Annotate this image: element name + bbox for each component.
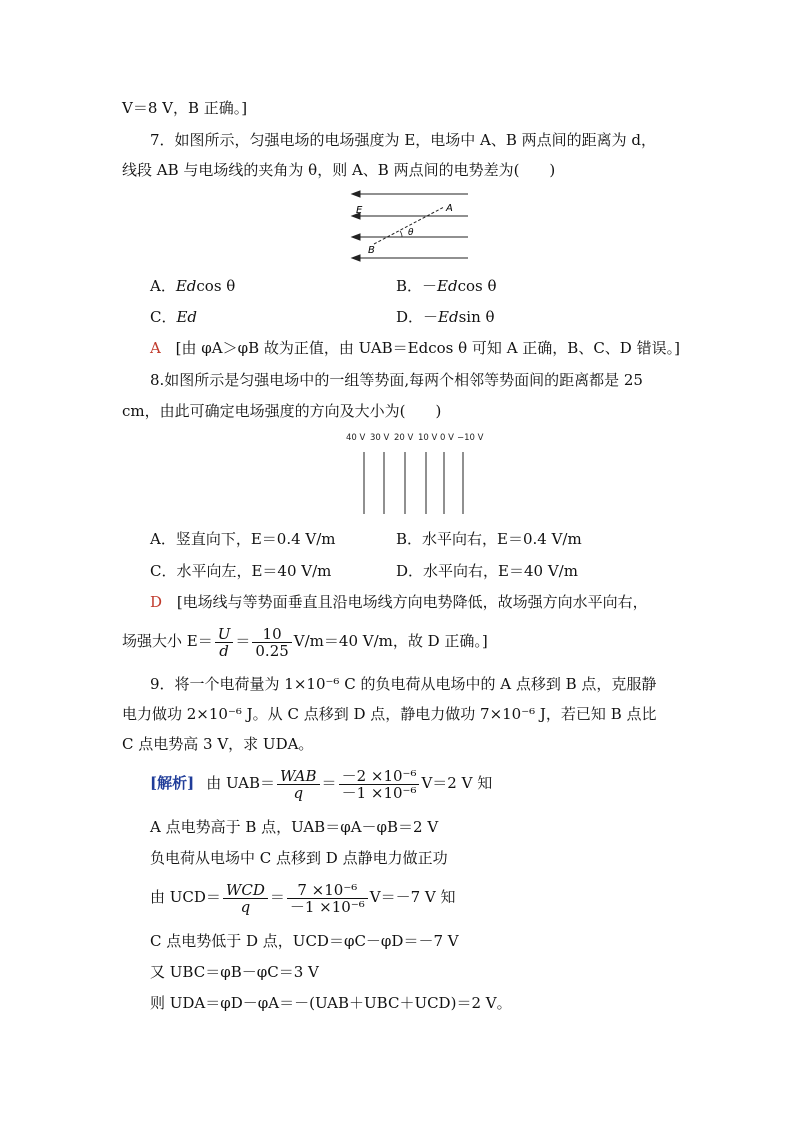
q9-solution-step3: 负电荷从电场中 C 点移到 D 点静电力做正功 [150,849,448,867]
q9-step4-frac-values [287,882,368,915]
q8-answer [150,592,648,612]
q7-option-b-letter: B．－ [396,277,438,295]
q9-stem-line3: C 点电势高 3 V，求 UDA。 [122,735,314,753]
q7-option-b-var: Ed [437,277,458,295]
q9-step4-prefix: 由 UCD＝ [150,888,221,906]
q7-option-a[interactable] [150,276,235,296]
q7-option-c-var: Ed [176,308,198,326]
q8-answer-letter: D [150,593,163,611]
q8-answer-formula: 场强大小 E＝ $\frac{U}{d}$ ＝ $\frac{10}{0.25}$ V/m＝40 V/m，故 D 正确。] [122,624,488,660]
q8-option-a[interactable]: A．竖直向下，E＝0.4 V/m [150,530,336,548]
q8-formula-prefix: 场强大小 E＝ [122,632,213,650]
q7-fig-A-label: A [446,203,453,214]
q7-option-b[interactable] [396,276,497,296]
q7-fig-B-label: B [368,245,375,256]
q7-option-a-rest: cos θ [196,277,236,295]
q8-answer-text: [电场线与等势面垂直且沿电场线方向电势降低，故场强方向水平向右， [176,593,648,611]
q8-option-b[interactable]: B．水平向右，E＝0.4 V/m [396,530,582,548]
q8-option-d[interactable]: D．水平向右，E＝40 V/m [396,562,578,580]
q9-solution-step4: 由 UCD＝ $\frac{\text{WCD}}{q}$ ＝ $\frac{\text{7 ×10⁻⁶}}{\text{－1 ×10⁻⁶}}$ V＝－7 V 知 [150,880,456,916]
q8-label-40v: 40 V [346,433,366,443]
q8-label-30v: 30 V [370,433,390,443]
q9-step1-suffix: V＝2 V 知 [421,774,493,792]
q7-option-a-var: Ed [175,277,197,295]
prev-answer-tail: V＝8 V，B 正确。] [122,99,248,117]
jiexi-label: [解析] [150,774,195,792]
q8-frac1-num: U [215,626,234,643]
q7-option-c[interactable] [150,307,197,327]
q7-option-d[interactable] [396,307,495,327]
q7-option-b-rest: cos θ [457,277,497,295]
q7-field-figure [350,186,472,264]
q9-solution-step7: 则 UDA＝φD－φA＝－(UAB＋UBC＋UCD)＝2 V。 [150,994,512,1012]
q9-step4-suffix: V＝－7 V 知 [369,888,456,906]
q9-stem-line2: 电力做功 2×10⁻⁶ J。从 C 点移到 D 点，静电力做功 7×10⁻⁶ J，若已知 B 点比 [122,705,657,723]
q9-step1-f1-den: q [293,783,304,802]
q9-step1-f1-num: WAB [277,768,320,785]
q9-step4-frac-w-over-q [223,882,268,915]
q8-label-10v: 10 V [418,433,438,443]
q9-step1-f2-num: －2 ×10⁻⁶ [339,768,420,785]
q8-stem-line2: cm，由此可确定电场强度的方向及大小为( ) [122,402,442,420]
q7-answer-text: [由 φA＞φB 故为正值，由 UAB＝Edcos θ 可知 A 正确，B、C、D 错误。] [175,339,680,357]
q8-label-0v: 0 V [440,433,454,443]
q8-frac2-num: 10 [252,626,291,643]
q7-stem-line1: 7．如图所示，匀强电场的电场强度为 E，电场中 A、B 两点间的距离为 d， [150,131,657,149]
q9-step4-f2-den: －1 ×10⁻⁶ [289,897,365,916]
q9-solution-step5: C 点电势低于 D 点，UCD＝φC－φD＝－7 V [150,932,459,950]
q8-label-20v: 20 V [394,433,414,443]
q9-step4-f1-den: q [240,897,251,916]
q8-fraction-value [252,626,291,659]
q7-fig-E-label: E [356,205,363,216]
q9-solution-step6: 又 UBC＝φB－φC＝3 V [150,963,319,981]
q7-option-c-letter: C． [150,308,177,326]
q8-fraction-u-over-d [215,626,234,659]
q8-stem-line1: 8.如图所示是匀强电场中的一组等势面,每两个相邻等势面间的距离都是 25 [150,371,643,389]
q9-step1-f2-den: －1 ×10⁻⁶ [341,783,417,802]
q9-step1-prefix: 由 UAB＝ [206,774,276,792]
q8-frac2-den: 0.25 [255,641,289,660]
q8-frac1-den: d [219,641,229,660]
q9-step4-f2-num: 7 ×10⁻⁶ [287,882,368,899]
q8-equipotential-figure [340,428,490,518]
q7-answer-letter: A [150,339,161,357]
q9-solution-step1: [解析] 由 UAB＝ $\frac{\text{WAB}}{q}$ ＝ $\frac{\text{－2 ×10⁻⁶}}{\text{－1 ×10⁻⁶}}$ V＝2 V 知 [150,766,493,802]
q9-solution-step2: A 点电势高于 B 点，UAB＝φA－φB＝2 V [150,818,439,836]
q7-option-d-var: Ed [438,308,459,326]
q9-step1-frac-values [339,768,420,801]
q9-step1-frac-w-over-q [277,768,320,801]
q9-stem-line1: 9．将一个电荷量为 1×10⁻⁶ C 的负电荷从电场中的 A 点移到 B 点，克服静 [150,675,657,693]
q7-option-d-rest: sin θ [458,308,495,326]
q7-answer [150,338,680,358]
q7-stem-line2: 线段 AB 与电场线的夹角为 θ，则 A、B 两点间的电势差为( ) [122,161,556,179]
q8-formula-suffix: V/m＝40 V/m，故 D 正确。] [293,632,488,650]
q8-label-neg10v: −10 V [457,433,484,443]
q9-step4-f1-num: WCD [223,882,268,899]
q8-option-c[interactable]: C．水平向左，E＝40 V/m [150,562,332,580]
q7-option-a-letter: A． [150,277,176,295]
q7-option-d-letter: D．－ [396,308,439,326]
q7-fig-theta-label: θ [408,228,414,238]
